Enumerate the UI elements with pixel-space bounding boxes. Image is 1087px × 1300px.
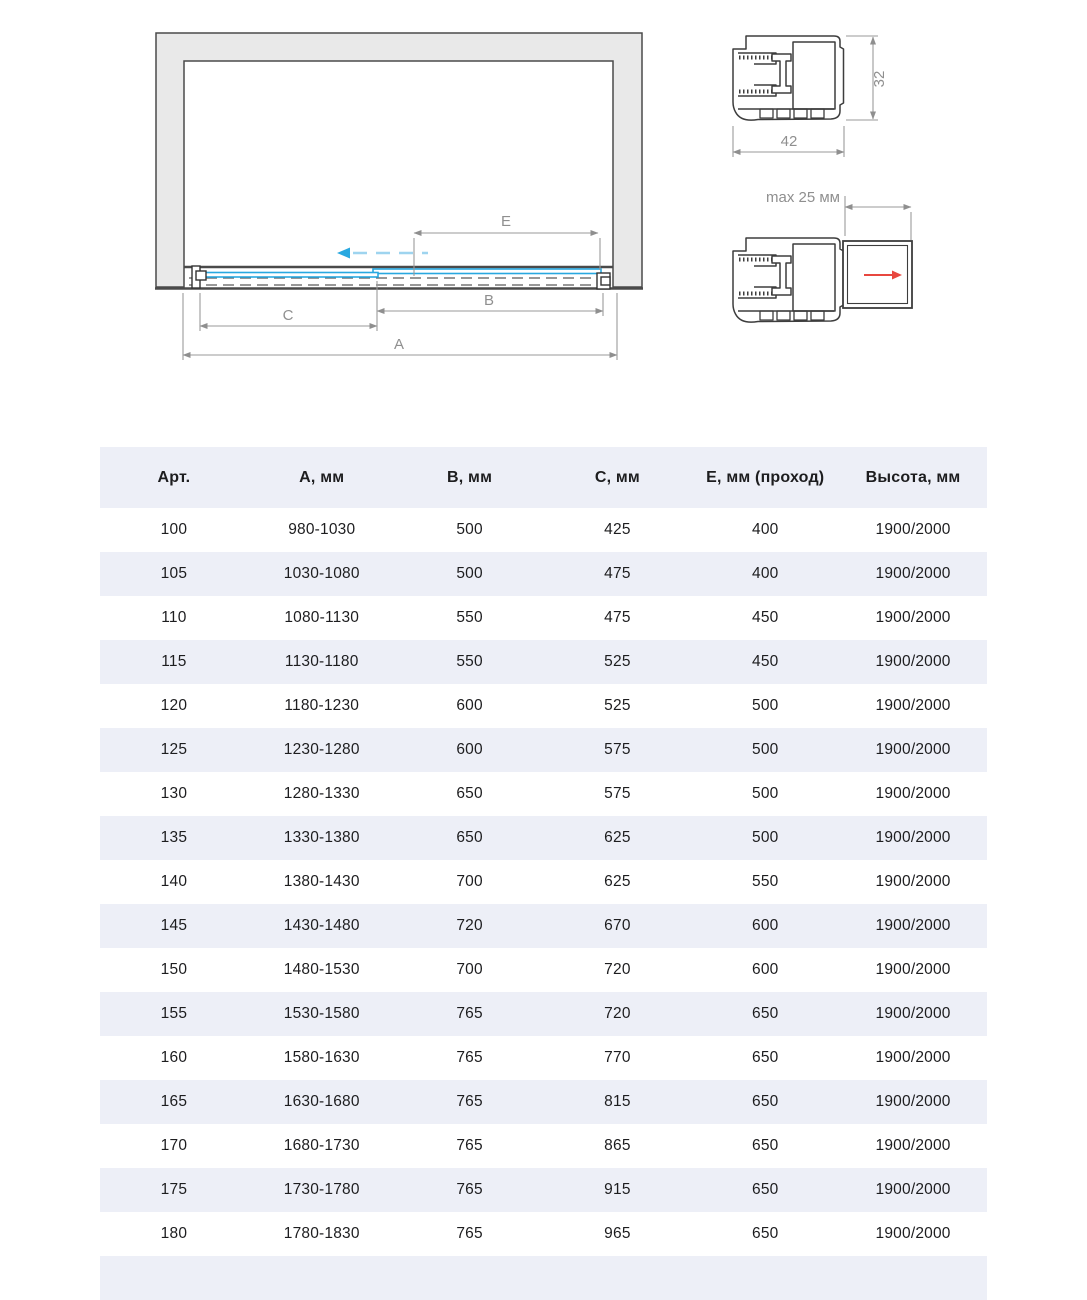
- table-cell: 155: [160, 1005, 188, 1022]
- table-cell: 575: [604, 785, 631, 802]
- table-cell: 1280-1330: [283, 785, 360, 802]
- table-cell: 1900/2000: [875, 653, 951, 670]
- table-cell: 650: [752, 1137, 779, 1154]
- table-cell: 425: [604, 521, 631, 538]
- right-wall-bracket: [597, 273, 610, 289]
- table-row: [100, 948, 987, 992]
- table-row: [100, 684, 987, 728]
- column-header: А, мм: [299, 468, 345, 486]
- table-cell: 1630-1680: [283, 1093, 360, 1110]
- column-header: Арт.: [157, 468, 191, 486]
- table-cell: 1730-1780: [283, 1181, 360, 1198]
- table-cell: 650: [752, 1005, 779, 1022]
- table-cell: 1900/2000: [875, 697, 951, 714]
- table-row: [100, 860, 987, 904]
- table-cell: 625: [604, 829, 631, 846]
- drawing-svg: [0, 0, 1087, 430]
- table-cell: 1030-1080: [283, 565, 360, 582]
- table-cell: 170: [160, 1137, 188, 1154]
- table-cell: 865: [604, 1137, 631, 1154]
- table-cell: 1900/2000: [875, 1093, 951, 1110]
- table-cell: 1900/2000: [875, 565, 951, 582]
- fixed-glass-panel: [373, 269, 601, 274]
- column-header: Высота, мм: [865, 468, 961, 486]
- table-cell: 160: [160, 1049, 188, 1066]
- table-row: [100, 728, 987, 772]
- table-cell: 1900/2000: [875, 873, 951, 890]
- table-cell: 720: [456, 917, 483, 934]
- dim-label-e: E: [500, 213, 512, 230]
- table-cell: 1900/2000: [875, 1181, 951, 1198]
- enclosure-front-view: [155, 33, 643, 360]
- table-cell: 145: [160, 917, 188, 934]
- table-row: [100, 1124, 987, 1168]
- table-cell: 1530-1580: [283, 1005, 360, 1022]
- table-cell: 115: [161, 653, 187, 670]
- table-cell: 475: [604, 565, 631, 582]
- table-cell: 600: [752, 917, 779, 934]
- table-cell: 765: [456, 1225, 483, 1242]
- dim-label-c: C: [282, 307, 294, 324]
- table-row-partial: [100, 1256, 987, 1300]
- table-cell: 450: [752, 653, 779, 670]
- table-cell: 180: [160, 1225, 188, 1242]
- dim-label-b: B: [483, 292, 495, 309]
- table-cell: 600: [456, 741, 483, 758]
- table-row: [100, 772, 987, 816]
- table-cell: 150: [160, 961, 188, 978]
- table-cell: 110: [161, 609, 187, 626]
- profile-section-adjustable: [733, 189, 912, 322]
- table-cell: 550: [752, 873, 779, 890]
- table-cell: 670: [604, 917, 631, 934]
- table-cell: 720: [604, 961, 631, 978]
- table-cell: 550: [456, 653, 483, 670]
- table-cell: 575: [604, 741, 631, 758]
- column-header: В, мм: [447, 468, 493, 486]
- table-cell: 125: [160, 741, 188, 758]
- table-cell: 815: [604, 1093, 631, 1110]
- table-cell: 720: [604, 1005, 631, 1022]
- table-cell: 980-1030: [288, 521, 356, 538]
- dim-label-32: 32: [871, 70, 888, 88]
- table-row: [100, 596, 987, 640]
- table-cell: 650: [752, 1225, 779, 1242]
- table-cell: 965: [604, 1225, 631, 1242]
- table-cell: 700: [456, 873, 483, 890]
- column-header: С, мм: [594, 468, 640, 486]
- table-cell: 765: [456, 1049, 483, 1066]
- table-cell: 1900/2000: [875, 521, 951, 538]
- table-cell: 1080-1130: [284, 609, 360, 626]
- table-cell: 1580-1630: [283, 1049, 360, 1066]
- table-cell: 915: [604, 1181, 631, 1198]
- spec-table-header: [100, 447, 987, 508]
- table-cell: 500: [752, 697, 779, 714]
- table-cell: 1230-1280: [283, 741, 360, 758]
- table-cell: 1900/2000: [875, 609, 951, 626]
- table-cell: 1680-1730: [283, 1137, 360, 1154]
- table-cell: 1900/2000: [875, 1225, 951, 1242]
- table-cell: 650: [752, 1049, 779, 1066]
- dim-label-42: 42: [780, 133, 798, 150]
- table-cell: 130: [160, 785, 188, 802]
- table-cell: 175: [160, 1181, 188, 1198]
- table-cell: 650: [456, 829, 483, 846]
- dim-label-a: A: [393, 336, 405, 353]
- table-row: [100, 1212, 987, 1256]
- table-cell: 525: [604, 697, 631, 714]
- technical-drawing: [0, 0, 1087, 430]
- table-cell: 500: [456, 565, 483, 582]
- table-cell: 1480-1530: [283, 961, 360, 978]
- table-cell: 1900/2000: [875, 741, 951, 758]
- spec-table-body: [100, 508, 987, 1256]
- profile-section-top: [733, 36, 888, 157]
- left-wall-bracket: [192, 266, 206, 288]
- table-cell: 450: [752, 609, 779, 626]
- table-cell: 1900/2000: [875, 1049, 951, 1066]
- table-cell: 105: [160, 565, 188, 582]
- table-cell: 700: [456, 961, 483, 978]
- table-cell: 765: [456, 1137, 483, 1154]
- table-cell: 140: [160, 873, 188, 890]
- table-cell: 550: [456, 609, 483, 626]
- table-row: [100, 1036, 987, 1080]
- table-cell: 1900/2000: [875, 1137, 951, 1154]
- table-row: [100, 508, 987, 552]
- table-row: [100, 816, 987, 860]
- table-cell: 600: [752, 961, 779, 978]
- table-cell: 500: [752, 741, 779, 758]
- table-cell: 770: [604, 1049, 631, 1066]
- table-cell: 165: [160, 1093, 188, 1110]
- track-rails: [189, 278, 608, 285]
- table-cell: 1430-1480: [283, 917, 360, 934]
- sliding-glass-panel: [198, 273, 378, 278]
- table-cell: 1180-1230: [284, 697, 360, 714]
- table-cell: 1900/2000: [875, 785, 951, 802]
- table-row: [100, 1168, 987, 1212]
- table-cell: 650: [752, 1093, 779, 1110]
- table-cell: 1900/2000: [875, 829, 951, 846]
- table-cell: 625: [604, 873, 631, 890]
- table-cell: 500: [752, 829, 779, 846]
- table-cell: 135: [160, 829, 188, 846]
- table-cell: 765: [456, 1181, 483, 1198]
- table-cell: 525: [604, 653, 631, 670]
- table-cell: 400: [752, 565, 779, 582]
- table-cell: 1900/2000: [875, 961, 951, 978]
- table-row: [100, 992, 987, 1036]
- table-cell: 475: [604, 609, 631, 626]
- table-cell: 1130-1180: [284, 653, 359, 670]
- table-cell: 1780-1830: [283, 1225, 360, 1242]
- table-cell: 650: [456, 785, 483, 802]
- table-row: [100, 552, 987, 596]
- table-cell: 120: [160, 697, 188, 714]
- table-cell: 400: [752, 521, 779, 538]
- column-header: Е, мм (проход): [706, 468, 825, 486]
- table-row: [100, 640, 987, 684]
- table-cell: 1900/2000: [875, 917, 951, 934]
- table-row: [100, 904, 987, 948]
- table-cell: 765: [456, 1005, 483, 1022]
- table-row: [100, 1080, 987, 1124]
- dim-label-max25: max 25 мм: [766, 189, 840, 206]
- table-cell: 500: [456, 521, 483, 538]
- table-cell: 1900/2000: [875, 1005, 951, 1022]
- table-cell: 100: [160, 521, 188, 538]
- table-cell: 650: [752, 1181, 779, 1198]
- table-cell: 1380-1430: [283, 873, 360, 890]
- table-cell: 600: [456, 697, 483, 714]
- table-cell: 500: [752, 785, 779, 802]
- table-cell: 1330-1380: [283, 829, 360, 846]
- table-cell: 765: [456, 1093, 483, 1110]
- wall-frame: [156, 33, 642, 287]
- spec-table: [100, 447, 987, 1300]
